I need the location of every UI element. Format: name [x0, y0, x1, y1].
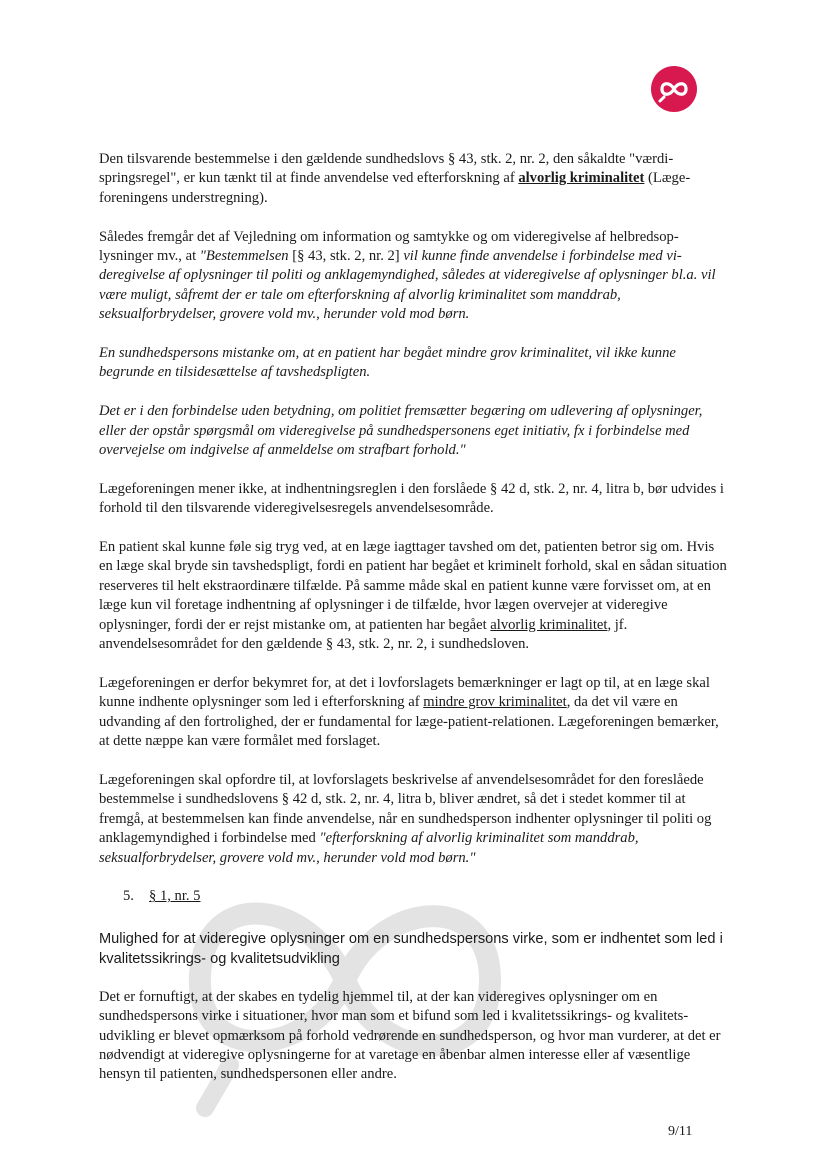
infinity-logo-icon: [651, 66, 697, 112]
paragraph-3: En sundhedspersons mistanke om, at en patient har begået mindre grov kriminalitet, vil ikke kunne begrunde en tilsidesættelse af tavshedspligten.: [99, 345, 676, 381]
paragraph-5: Lægeforeningen mener ikke, at indhentningsreglen i den forslåede § 42 d, stk. 2, nr. 4, litra b, bør udvides i forhold til den tilsvarende videregivelsesregels anvendelsesområde.: [99, 480, 724, 517]
paragraph-1: [99, 150, 727, 208]
paragraph-6: [99, 538, 727, 654]
p6-text-end: , jf. anvendelsesområdet for den gældende § 43, stk. 2, nr. 2, i sundhedsloven.: [99, 616, 628, 653]
p6-underlined: alvorlig kriminalitet: [490, 616, 608, 633]
section-number: 5.: [123, 888, 134, 905]
p2-quote-start: "Bestemmelsen: [199, 248, 289, 265]
p7-text-end: , da det vil være en udvanding af den fortrolighed, der er fundamental for læge-patient-relationen. Lægeforeningen bemærker, at dette næppe kan være formålet med forslaget.: [99, 694, 719, 750]
paragraph-9: Det er fornuftigt, at der skabes en tydelig hjemmel til, at der kan videregives oplysninger om en sundhedspersons virke i situationer, hvor man som et bifund som led i kvalitetssikrings- og kvalitetsudvikling er blevet opmærksom på forhold vedrørende en sundhedsperson, og hvor man vurderer, at det er nødvendigt at videregive oplysningerne for at varetage en åbenbar almen interesse eller af væsentlige hensyn til patienten, sundhedspersonen eller andre.: [99, 988, 721, 1083]
section-reference: § 1, nr. 5: [149, 888, 201, 905]
paragraph-4: Det er i den forbindelse uden betydning, om politiet fremsætter begæring om udlevering af oplysninger, eller der opstår spørgsmål om videregivelse på sundhedspersonens eget initiativ, fx i forbindelse med overvejelse om indgivelse af anmeldelse om strafbart forhold.": [99, 403, 703, 459]
section-item: [99, 887, 727, 906]
document-body: [99, 150, 727, 1104]
p2-text: Således fremgår det af Vejledning om information og samtykke og om videregivelse af helbredsoplysninger mv., at: [99, 228, 679, 265]
p8-quote: "efterforskning af alvorlig kriminalitet som manddrab, seksualforbrydelser, grovere vold mv., herunder vold mod børn.": [99, 830, 639, 866]
p1-text: Den tilsvarende bestemmelse i den gældende sundhedslovs § 43, stk. 2, nr. 2, den såkaldte "værdispringsregel", er kun tænkt til at finde anvendelse ved efterforskning af: [99, 151, 674, 187]
p7-text: Lægeforeningen er derfor bekymret for, at det i lovforslagets bemærkninger er lagt op til, at en læge skal kunne indhente oplysninger som led i efterforskning af: [99, 674, 710, 711]
p2-quote: vil kunne finde anvendelse i forbindelse med videregivelse af oplysninger til politi og anklagemyndighed, således at videregivelse af oplysninger bl.a. vil være muligt, såfremt der er tale om efterforskning af alvorlig kriminalitet som manddrab, seksualforbrydelser, grovere vold mv., herunder vold mod børn.: [99, 248, 716, 323]
emphasis-alvorlig-kriminalitet: alvorlig kriminalitet: [518, 170, 645, 187]
paragraph-7: [99, 674, 727, 752]
p2-reference: [§ 43, stk. 2, nr. 2]: [288, 248, 404, 265]
paragraph-2: [99, 228, 727, 325]
section-heading: Mulighed for at videregive oplysninger om en sundhedspersons virke, som er indhentet som led i kvalitetssikrings- og kvalitetsudvikling: [99, 930, 723, 967]
p7-underlined: mindre grov kriminalitet: [423, 694, 567, 711]
page-number: 9/11: [668, 1124, 693, 1139]
paragraph-8: [99, 771, 727, 868]
p1-text-end: (Lægeforeningens understregning).: [99, 170, 691, 206]
p8-text: Lægeforeningen skal opfordre til, at lovforslagets beskrivelse af anvendelsesområdet for den foreslåede bestemmelse i sundhedslovens § 42 d, stk. 2, nr. 4, litra b, bliver ændret, så det i stedet kommer til at fremgå, at bestemmelsen kan finde anvendelse, når en sundhedsperson indhenter oplysninger til politi og anklagemyndighed i forbindelse med: [99, 771, 712, 847]
p6-text: En patient skal kunne føle sig tryg ved, at en læge iagttager tavshed om det, patienten betror sig om. Hvis en læge skal bryde sin tavshedspligt, fordi en patient har begået et kriminelt forhold, skal en sådan situation reserveres til helt ekstraordinære tilfælde. På samme måde skal en patient kunne være forvisset om, at en læge kun vil foretage indhentning af oplysninger i de tilfælde, hvor lægen overvejer at videregive oplysninger, fordi der er rejst mistanke om, at patienten har begået: [99, 539, 727, 633]
